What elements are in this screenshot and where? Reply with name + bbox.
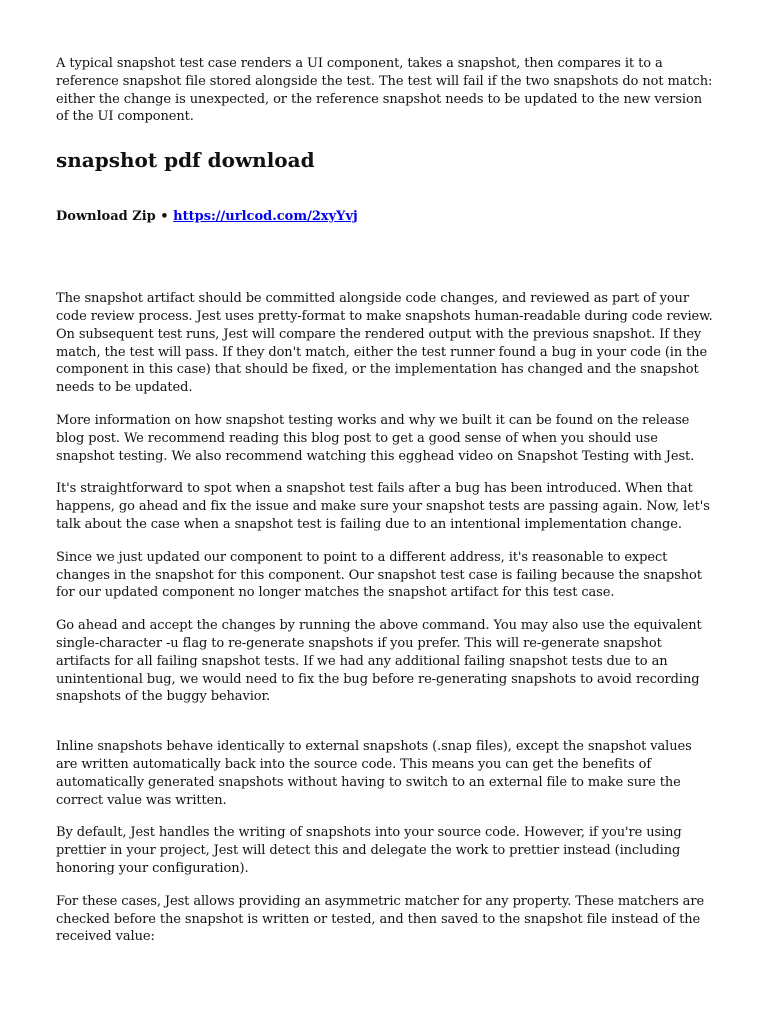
body-paragraph: It's straightforward to spot when a snapshot test fails after a bug has been introduced. When that happens, go ahead and fix the issue and make sure your snapshot tests are passing again. Now, let's talk about the case when a snapshot test is failing due to an intentional implementation change. xyxy=(56,481,710,532)
download-link[interactable]: https://urlcod.com/2xyYvj xyxy=(173,209,358,225)
body-paragraph: The snapshot artifact should be committed alongside code changes, and reviewed as part of your code review process. Jest uses pretty-format to make snapshots human-readable during code review. On subsequent test runs, Jest will compare the rendered output with the previous snapshot. If they match, the test will pass. If they don't match, either the test runner found a bug in your code (in the component in this case) that should be fixed, or the implementation has changed and the snapshot needs to be updated. xyxy=(56,291,713,396)
download-separator: • xyxy=(160,209,169,225)
body-paragraph: By default, Jest handles the writing of snapshots into your source code. However, if you're using prettier in your project, Jest will detect this and delegate the work to prettier instead (including honoring your configuration). xyxy=(56,825,682,876)
download-line xyxy=(56,208,716,226)
body-paragraph: For these cases, Jest allows providing an asymmetric matcher for any property. These matchers are checked before the snapshot is written or tested, and then saved to the snapshot file instead of the received value: xyxy=(56,893,705,945)
document-page xyxy=(56,55,716,946)
body-paragraph: Since we just updated our component to point to a different address, it's reasonable to expect changes in the snapshot for this component. Our snapshot test case is failing because the snapshot for our updated component no longer matches the snapshot artifact for this test case. xyxy=(56,549,702,601)
intro-paragraph: A typical snapshot test case renders a UI component, takes a snapshot, then compares it to a reference snapshot file stored alongside the test. The test will fail if the two snapshots do not match: either the change is unexpected, or the reference snapshot needs to be updated to the new version of the UI component. xyxy=(56,56,713,125)
body-paragraph: Inline snapshots behave identically to external snapshots (.snap files), except the snapshot values are written automatically back into the source code. This means you can get the benefits of automatically generated snapshots without having to switch to an external file to make sure the correct value was written. xyxy=(56,739,692,808)
download-label: Download Zip xyxy=(56,209,156,225)
body-paragraph: Go ahead and accept the changes by running the above command. You may also use the equivalent single-character -u flag to re-generate snapshots if you prefer. This will re-generate snapshot artifacts for all failing snapshot tests. If we had any additional failing snapshot tests due to an unintentional bug, we would need to fix the bug before re-generating snapshots to avoid recording snapshots of the buggy behavior. xyxy=(56,618,702,705)
body-paragraph: More information on how snapshot testing works and why we built it can be found on the release blog post. We recommend reading this blog post to get a good sense of when you should use snapshot testing. We also recommend watching this egghead video on Snapshot Testing with Jest. xyxy=(56,412,695,464)
page-title: snapshot pdf download xyxy=(56,148,315,173)
